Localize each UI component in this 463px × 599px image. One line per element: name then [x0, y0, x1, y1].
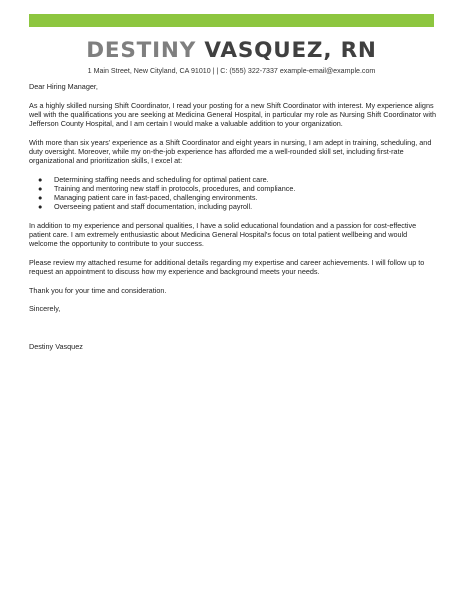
paragraph-experience: With more than six years' experience as a Shift Coordinator and eight years in nursing, I am adept in training, scheduling, and duty oversight. Moreover, while my on-the-job experience has afforded me a well-rounded skill set, including first-rate organizational and prioritization skills, I excel at:	[29, 137, 432, 165]
list-item	[29, 202, 437, 211]
first-name: DESTINY	[86, 38, 197, 63]
list-item-text: Overseeing patient and staff documentation, including payroll.	[54, 202, 253, 212]
list-item-text: Training and mentoring new staff in protocols, procedures, and compliance.	[54, 183, 296, 193]
contact-line: 1 Main Street, New Cityland, CA 91010 | | C: (555) 322-7337 example-email@example.com	[87, 67, 376, 75]
header-accent-bar	[29, 14, 434, 27]
applicant-name	[0, 39, 463, 63]
signature-space	[29, 323, 437, 342]
paragraph-thanks: Thank you for your time and consideration.	[29, 285, 167, 295]
paragraph-intro: As a highly skilled nursing Shift Coordinator, I read your posting for a new Shift Coordinator with interest. My experience aligns well with the qualifications you are seeking at Medicina General Hospital, in particular my role as Nursing Shift Coordinator with Jefferson County Hospital, and I am certain I would make a valuable addition to your organization.	[29, 100, 436, 128]
list-item	[29, 175, 437, 184]
signature-name: Destiny Vasquez	[29, 341, 83, 351]
paragraph-follow-up: Please review my attached resume for additional details regarding my expertise and career achievements. I will follow up to request an appointment to discuss how my experience and background meets your needs.	[29, 257, 425, 276]
list-item	[29, 193, 437, 202]
list-item-text: Managing patient care in fast-paced, challenging environments.	[54, 193, 258, 202]
salutation: Dear Hiring Manager,	[29, 82, 98, 91]
bullet-icon: ●	[38, 193, 43, 202]
last-name: VASQUEZ, RN	[204, 38, 377, 63]
bullet-icon: ●	[38, 183, 43, 193]
letter-body	[29, 82, 437, 360]
list-item-text: Determining staffing needs and scheduling for optimal patient care.	[54, 174, 269, 184]
bullet-icon: ●	[38, 202, 43, 212]
skills-list	[29, 175, 437, 212]
list-item	[29, 184, 437, 193]
paragraph-education: In addition to my experience and personal qualities, I have a solid educational foundation and a passion for cost-effective patient care. I am extremely enthusiastic about Medicina General Hospital's focus on total patient wellbeing and would welcome the opportunity to contribute to your success.	[29, 220, 417, 249]
bullet-icon: ●	[38, 174, 43, 184]
closing: Sincerely,	[29, 304, 61, 314]
